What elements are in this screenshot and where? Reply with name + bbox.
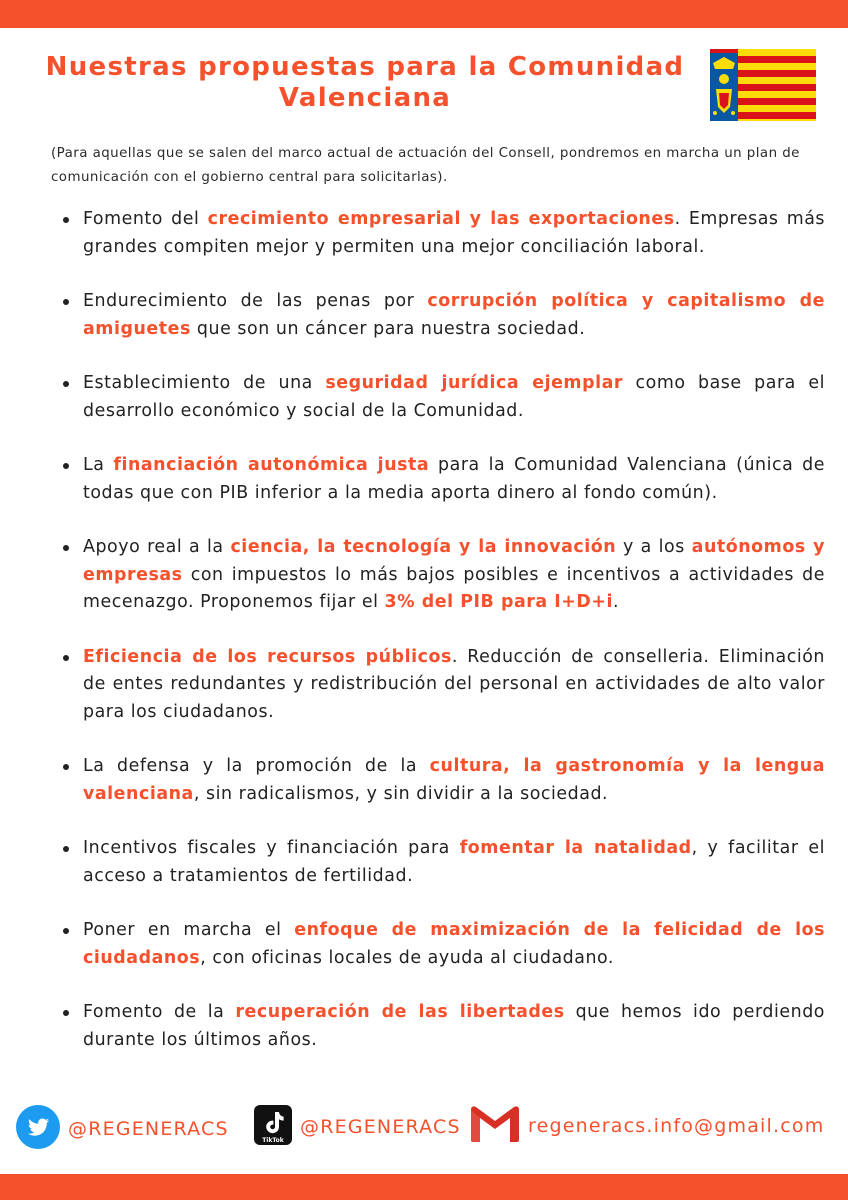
top-accent-bar bbox=[0, 0, 848, 28]
proposal-text: , sin radicalismos, y sin dividir a la sociedad. bbox=[193, 783, 609, 804]
proposal-text: . Reducción de conselleria. Eliminación de entes redundantes y redistribución del personal en actividades de alto valor para los ciudadanos. bbox=[83, 646, 825, 722]
proposal-item bbox=[60, 370, 825, 425]
proposal-item bbox=[60, 288, 825, 343]
page-title: Nuestras propuestas para la Comunidad Valenciana bbox=[45, 52, 685, 113]
footer bbox=[0, 1100, 848, 1160]
proposal-item bbox=[60, 452, 825, 507]
proposal-text: Poner en marcha el bbox=[83, 920, 295, 940]
proposal-text: Endurecimiento de las penas por bbox=[83, 291, 428, 311]
proposal-item bbox=[60, 835, 825, 890]
bottom-accent-bar bbox=[0, 1174, 848, 1200]
proposal-highlight: fomentar la natalidad bbox=[459, 838, 692, 858]
proposal-item bbox=[60, 644, 825, 727]
proposal-text: como base para el desarrollo económico y social de la Comunidad. bbox=[83, 373, 825, 421]
proposal-highlight: Eficiencia de los recursos públicos bbox=[83, 646, 452, 667]
intro-note: (Para aquellas que se salen del marco actual de actuación del Consell, pondremos en marcha un plan de comunicación con el gobierno central para solicitarlas). bbox=[51, 146, 800, 185]
proposal-highlight: 3% del PIB para I+D+i bbox=[384, 592, 614, 612]
tiktok-icon-caption: TikTok bbox=[262, 1137, 284, 1144]
proposal-text: y a los bbox=[616, 537, 692, 557]
proposal-text: La bbox=[83, 455, 114, 475]
proposal-text: Apoyo real a la bbox=[83, 537, 231, 557]
twitter-handle: @REGENERACS bbox=[68, 1118, 229, 1140]
proposal-text: Incentivos fiscales y financiación para bbox=[83, 838, 460, 858]
email-contact[interactable] bbox=[470, 1104, 824, 1148]
proposal-highlight: cultura, la gastronomía y la lengua valenciana bbox=[83, 756, 826, 804]
proposal-text: Establecimiento de una bbox=[83, 373, 326, 393]
twitter-icon bbox=[16, 1105, 60, 1153]
proposal-highlight: financiación autonómica justa bbox=[113, 455, 430, 475]
proposal-text: La defensa y la promoción de la bbox=[83, 756, 430, 776]
proposal-highlight: corrupción política y capitalismo de amiguetes bbox=[83, 291, 826, 339]
proposal-text: con impuestos lo más bajos posibles e incentivos a actividades de mecenazgo. Proponemos fijar el bbox=[83, 564, 825, 612]
proposal-text: para la Comunidad Valenciana (única de todas que con PIB inferior a la media aporta dinero al fondo común). bbox=[83, 455, 826, 503]
tiktok-contact[interactable] bbox=[254, 1105, 461, 1149]
proposal-highlight: seguridad jurídica ejemplar bbox=[325, 373, 624, 393]
proposal-text: que hemos ido perdiendo durante los últimos años. bbox=[83, 1002, 825, 1050]
proposal-highlight: ciencia, la tecnología y la innovación bbox=[230, 537, 617, 557]
tiktok-handle: @REGENERACS bbox=[300, 1116, 461, 1138]
proposal-highlight: autónomos y empresas bbox=[83, 537, 825, 585]
twitter-contact[interactable] bbox=[16, 1105, 229, 1153]
proposal-item bbox=[60, 917, 825, 972]
proposal-item bbox=[60, 753, 825, 808]
tiktok-icon bbox=[254, 1105, 292, 1149]
proposal-highlight: crecimiento empresarial y las exportaciones bbox=[207, 209, 675, 229]
proposal-text: . bbox=[613, 592, 620, 612]
gmail-icon bbox=[470, 1104, 520, 1148]
proposals-list bbox=[60, 206, 825, 1081]
proposal-text: . Empresas más grandes compiten mejor y permiten una mejor conciliación laboral. bbox=[83, 209, 826, 257]
proposal-highlight: enfoque de maximización de la felicidad de los ciudadanos bbox=[83, 920, 825, 968]
proposal-item bbox=[60, 206, 825, 261]
proposal-text: , y facilitar el acceso a tratamientos de fertilidad. bbox=[83, 838, 825, 886]
proposal-item bbox=[60, 999, 825, 1054]
proposal-text: , con oficinas locales de ayuda al ciudadano. bbox=[200, 947, 614, 968]
proposal-text: que son un cáncer para nuestra sociedad. bbox=[190, 318, 586, 339]
email-address[interactable]: regeneracs.info@gmail.com bbox=[528, 1115, 825, 1137]
flag-icon bbox=[710, 49, 816, 121]
proposal-text: Fomento del bbox=[83, 209, 208, 229]
proposal-text: Fomento de la bbox=[83, 1002, 236, 1022]
proposal-item bbox=[60, 534, 825, 617]
proposal-highlight: recuperación de las libertades bbox=[235, 1002, 565, 1022]
